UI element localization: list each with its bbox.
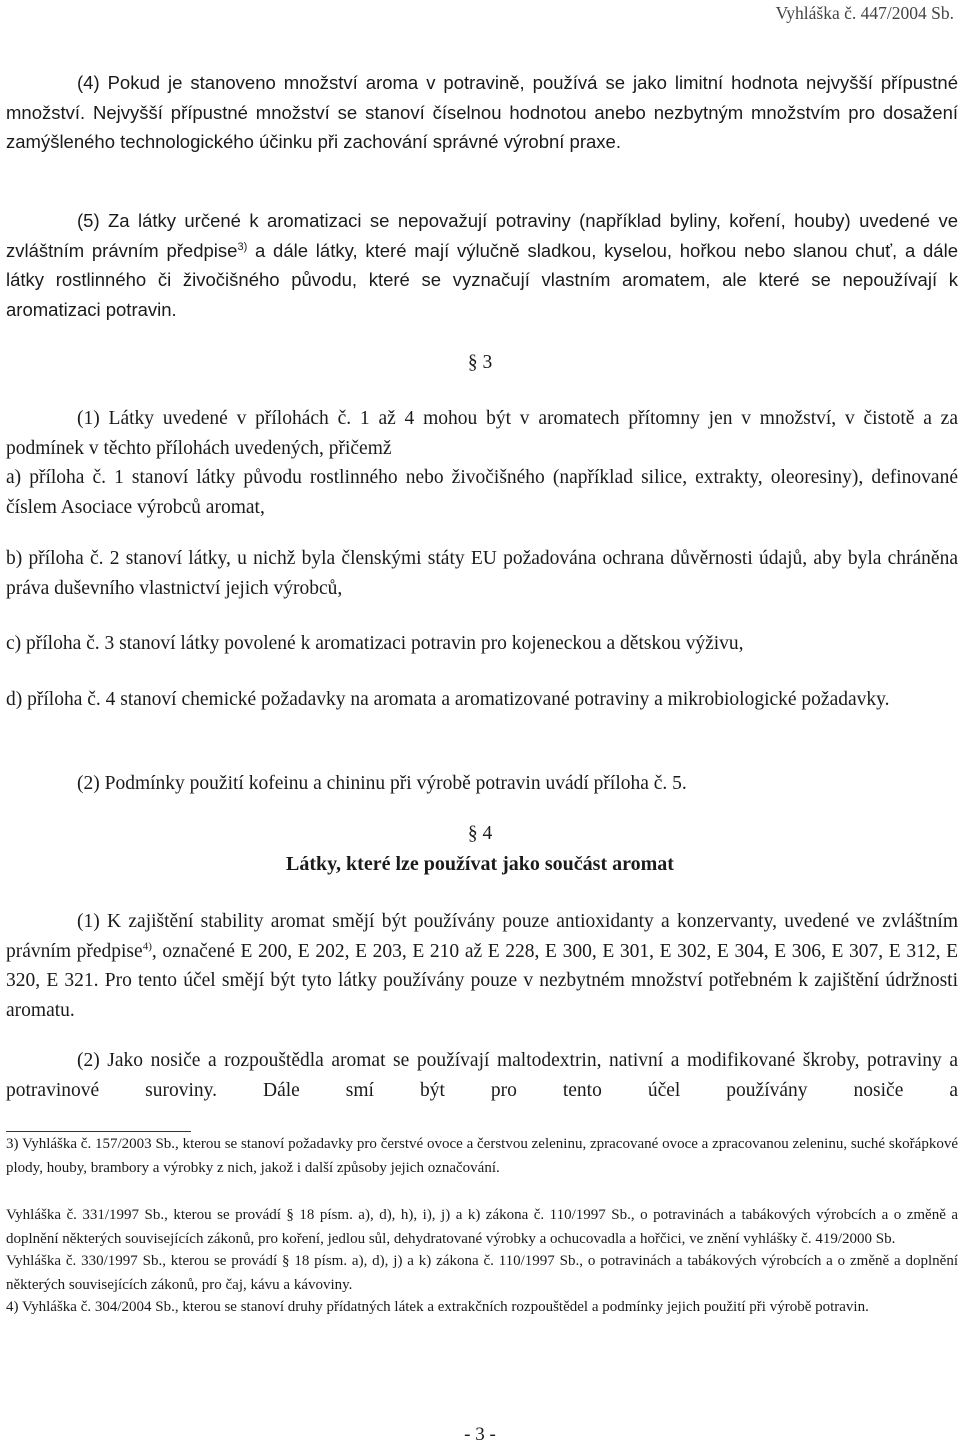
section-4-para-2: (2) Jako nosiče a rozpouštědla aromat se používají maltodextrin, nativní a modifikované škroby, potraviny a potravinové suroviny. Dále smí být pro tento účel používány nosiče a bbox=[6, 1050, 958, 1101]
footnote-3-b: Vyhláška č. 331/1997 Sb., kterou se provádí § 18 písm. a), d), h), i), j) a k) zákona č. 110/1997 Sb., o potravinách a tabákových výrobcích a o změně a doplnění některých souvisejících zákonů, pro koření, jedlou sůl, dehydratované výrobky a ochucovadla a hořčici, ve znění vyhlášky č. 419/2000 Sb. bbox=[6, 1207, 958, 1247]
section-4-para-1 bbox=[6, 907, 958, 1025]
paragraph-5 bbox=[6, 206, 958, 324]
footnote-4: 4) Vyhláška č. 304/2004 Sb., kterou se stanoví druhy přídatných látek a extrakčních rozpouštědel a podmínky jejich použití při výrobě potravin. bbox=[6, 1299, 869, 1315]
paragraph-5-text-b: a dále látky, které mají výlučně sladkou, kyselou, hořkou nebo slanou chuť, a dále látky rostlinného či živočišného původu, které se vyznačují vlastním aromatem, ale které se nepoužívají k aromatizaci potravin. bbox=[6, 239, 958, 320]
footnote-ref-4: 4) bbox=[142, 940, 152, 952]
section-3-para-2: (2) Podmínky použití kofeinu a chininu při výrobě potravin uvádí příloha č. 5. bbox=[77, 773, 687, 794]
section-3-item-a: a) příloha č. 1 stanoví látky původu rostlinného nebo živočišného (například silice, extrakty, oleoresiny), definované číslem Asociace výrobců aromat, bbox=[6, 467, 958, 518]
section-3-item-b: b) příloha č. 2 stanoví látky, u nichž byla členskými státy EU požadována ochrana důvěrnosti údajů, aby byla chráněna práva duševního vlastnictví jejich výrobců, bbox=[6, 548, 958, 599]
footnote-3-a: 3) Vyhláška č. 157/2003 Sb., kterou se stanoví požadavky pro čerstvé ovoce a čerstvou zeleninu, zpracované ovoce a zpracovanou zeleninu, suché skořápkové plody, houby, brambory a výrobky z nich, jakož i další způsoby jejich označování. bbox=[6, 1136, 958, 1176]
footnote-divider bbox=[6, 1131, 191, 1132]
paragraph-5-text-a: (5) Za látky určené k aromatizaci se nepovažují potraviny (například byliny, koření, houby) uvedené ve zvláštním právním předpise bbox=[6, 210, 958, 261]
section-4-heading: § 4 bbox=[467, 823, 493, 844]
paragraph-4: (4) Pokud je stanoveno množství aroma v potravině, používá se jako limitní hodnota nejvyšší přípustné množství. Nejvyšší přípustné množství se stanoví číselnou hodnotou anebo nezbytným množstvím pro dosažení zamýšleného technologického účinku při zachování správné výrobní praxe. bbox=[6, 72, 958, 152]
footnote-3-c: Vyhláška č. 330/1997 Sb., kterou se provádí § 18 písm. a), d), j) a k) zákona č. 110/1997 Sb., o potravinách a tabákových výrobcích a o změně a doplnění některých souvisejících zákonů, pro čaj, kávu a kávoviny. bbox=[6, 1253, 958, 1293]
section-4-title: Látky, které lze používat jako součást aromat bbox=[286, 853, 674, 875]
section-4-para-1-text-a: (1) K zajištění stability aromat smějí být používány pouze antioxidanty a konzervanty, uvedené ve zvláštním právním předpise bbox=[6, 911, 958, 962]
section-3-item-c: c) příloha č. 3 stanoví látky povolené k aromatizaci potravin pro kojeneckou a dětskou výživu, bbox=[6, 633, 744, 654]
footnote-ref-3: 3) bbox=[237, 240, 248, 253]
page-number: - 3 - bbox=[464, 1424, 496, 1445]
section-3-para-1: (1) Látky uvedené v přílohách č. 1 až 4 mohou být v aromatech přítomny jen v množství, v čistotě a za podmínek v těchto přílohách uvedených, přičemž bbox=[6, 408, 958, 459]
section-3-item-d: d) příloha č. 4 stanoví chemické požadavky na aromata a aromatizované potraviny a mikrobiologické požadavky. bbox=[6, 689, 890, 710]
section-4-para-1-text-b: , označené E 200, E 202, E 203, E 210 až E 228, E 300, E 301, E 302, E 304, E 306, E 307, E 312, E 320, E 321. Pro tento účel smějí být tyto látky používány pouze v nezbytném množství potřebném k zajištění údržnosti aromatu. bbox=[6, 940, 959, 1021]
section-3-heading: § 3 bbox=[467, 352, 493, 373]
page-header: Vyhláška č. 447/2004 Sb. bbox=[775, 3, 954, 23]
